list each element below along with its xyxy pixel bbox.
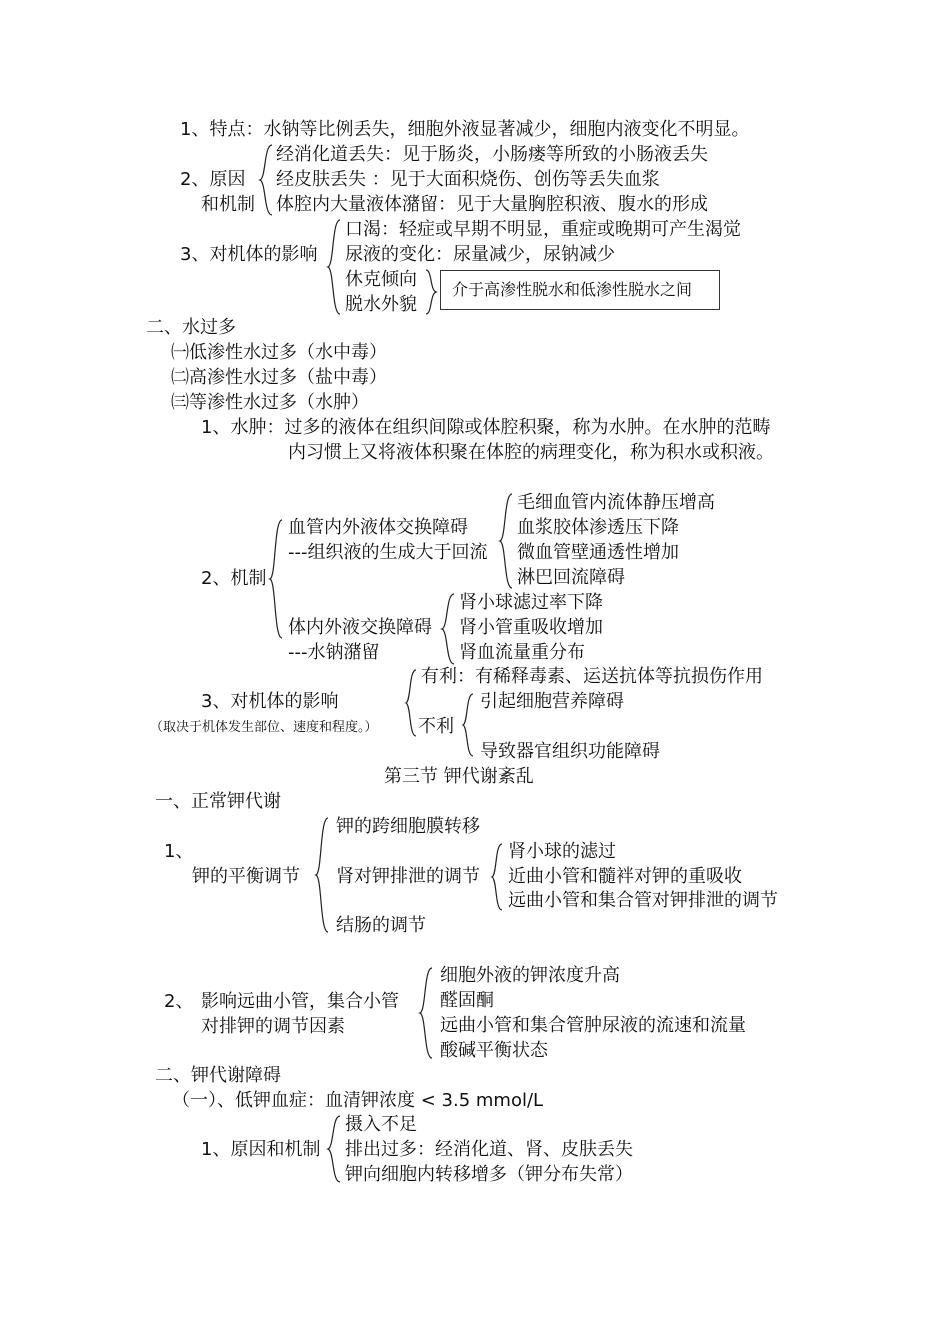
type-3: ㈢等渗性水过多（水肿）	[171, 392, 369, 413]
mechanism-a-item-3: 微血管壁通透性增加	[517, 542, 679, 563]
factor-item-4: 酸碱平衡状态	[440, 1040, 548, 1061]
brace	[326, 218, 344, 316]
effect-item-1: 口渴：轻症或早期不明显，重症或晚期可产生渴觉	[345, 219, 741, 240]
disorder-heading: 二、钾代谢障碍	[155, 1065, 281, 1086]
balance-item-1: 钾的跨细胞膜转移	[336, 816, 480, 837]
brace	[326, 1114, 344, 1184]
balance-item-3: 结肠的调节	[336, 915, 426, 936]
effect-item-3: 休克倾向	[345, 269, 417, 290]
balance-item-2: 肾对钾排泄的调节	[336, 866, 480, 887]
edema-effect-label: 3、对机体的影响	[201, 691, 339, 712]
type-1: ㈠低渗性水过多（水中毒）	[171, 342, 387, 363]
type-2: ㈡高渗性水过多（盐中毒）	[171, 367, 387, 388]
cause-item-1: 经消化道丢失：见于肠炎，小肠瘘等所致的小肠液丢失	[276, 144, 708, 165]
mechanism-a-item-2: 血浆胶体渗透压下降	[517, 517, 679, 538]
effect-label: 3、对机体的影响	[180, 244, 318, 265]
hypo-cause-3: 钾向细胞内转移增多（钾分布失常）	[345, 1164, 633, 1185]
note-box-text: 介于高渗性脱水和低渗性脱水之间	[452, 280, 693, 299]
brace	[498, 492, 516, 590]
brace	[268, 518, 286, 640]
section-heading-water-excess: 二、水过多	[146, 317, 236, 338]
hypokalemia-line: （一）、低钾血症：血清钾浓度 < 3.5 mmol/L	[172, 1090, 544, 1111]
cause-label-2: 和机制	[201, 194, 255, 215]
brace	[461, 692, 477, 758]
brace	[490, 842, 506, 912]
benefit-line: 有利：有稀释毒素、运送抗体等抗损伤作用	[421, 666, 763, 687]
cause-item-2: 经皮肤丢失 ：见于大面积烧伤、创伤等丢失血浆	[276, 169, 660, 190]
hypo-cause-label: 1、原因和机制	[201, 1139, 321, 1160]
brace	[314, 816, 332, 934]
feature-line: 1、特点：水钠等比例丢失，细胞外液显著减少，细胞内液变化不明显。	[180, 119, 750, 140]
mechanism-b: 体内外液交换障碍	[288, 617, 432, 638]
factor-item-1: 细胞外液的钾浓度升高	[440, 965, 620, 986]
cause-item-3: 体腔内大量液体潴留：见于大量胸腔积液、腹水的形成	[276, 194, 708, 215]
mechanism-b-item-3: 肾血流量重分布	[459, 642, 585, 663]
brace	[418, 966, 436, 1060]
section-title: 第三节 钾代谢紊乱	[384, 766, 534, 787]
hypo-cause-2: 排出过多：经消化道、肾、皮肤丢失	[345, 1139, 633, 1160]
mechanism-a: 血管内外液体交换障碍	[288, 517, 468, 538]
renal-item-2: 近曲小管和髓袢对钾的重吸收	[508, 866, 742, 887]
mechanism-b-item-1: 肾小球滤过率下降	[459, 592, 603, 613]
mechanism-a-item-1: 毛细血管内流体静压增高	[517, 492, 715, 513]
mechanism-b-sub: ---水钠潴留	[288, 642, 380, 663]
effect-item-4: 脱水外貌	[345, 294, 417, 315]
mechanism-a-item-4: 淋巴回流障碍	[517, 567, 625, 588]
edema-definition-1: 1、水肿：过多的液体在组织间隙或体腔积聚，称为水肿。在水肿的范畴	[201, 417, 771, 438]
factor-number: 2、	[164, 991, 194, 1012]
factor-label: 影响远曲小管，集合小管	[201, 991, 399, 1012]
balance-label: 钾的平衡调节	[192, 866, 300, 887]
mechanism-label: 2、机制	[201, 568, 267, 589]
harm-item-1: 引起细胞营养障碍	[480, 691, 624, 712]
edema-effect-note: （取决于机体发生部位、速度和程度。）	[150, 720, 378, 735]
renal-item-3: 远曲小管和集合管对钾排泄的调节	[508, 890, 778, 911]
mechanism-a-sub: ---组织液的生成大于回流	[288, 542, 488, 563]
cause-label: 2、原因	[180, 169, 246, 190]
brace	[258, 143, 276, 217]
harm-label: 不利	[418, 716, 454, 737]
factor-label-2: 对排钾的调节因素	[201, 1016, 345, 1037]
edema-definition-2: 内习惯上又将液体积聚在体腔的病理变化，称为积水或积液。	[288, 442, 774, 463]
brace	[440, 592, 458, 666]
harm-item-2: 导致器官组织功能障碍	[480, 741, 660, 762]
factor-item-2: 醛固酮	[440, 990, 494, 1011]
balance-number: 1、	[164, 841, 194, 862]
mechanism-b-item-2: 肾小管重吸收增加	[459, 617, 603, 638]
right-brace	[424, 268, 438, 316]
renal-item-1: 肾小球的滤过	[508, 841, 616, 862]
factor-item-3: 远曲小管和集合管肿尿液的流速和流量	[440, 1015, 746, 1036]
effect-item-2: 尿液的变化：尿量减少，尿钠减少	[345, 244, 615, 265]
hypo-cause-1: 摄入不足	[345, 1114, 417, 1135]
normal-potassium-heading: 一、正常钾代谢	[155, 791, 281, 812]
